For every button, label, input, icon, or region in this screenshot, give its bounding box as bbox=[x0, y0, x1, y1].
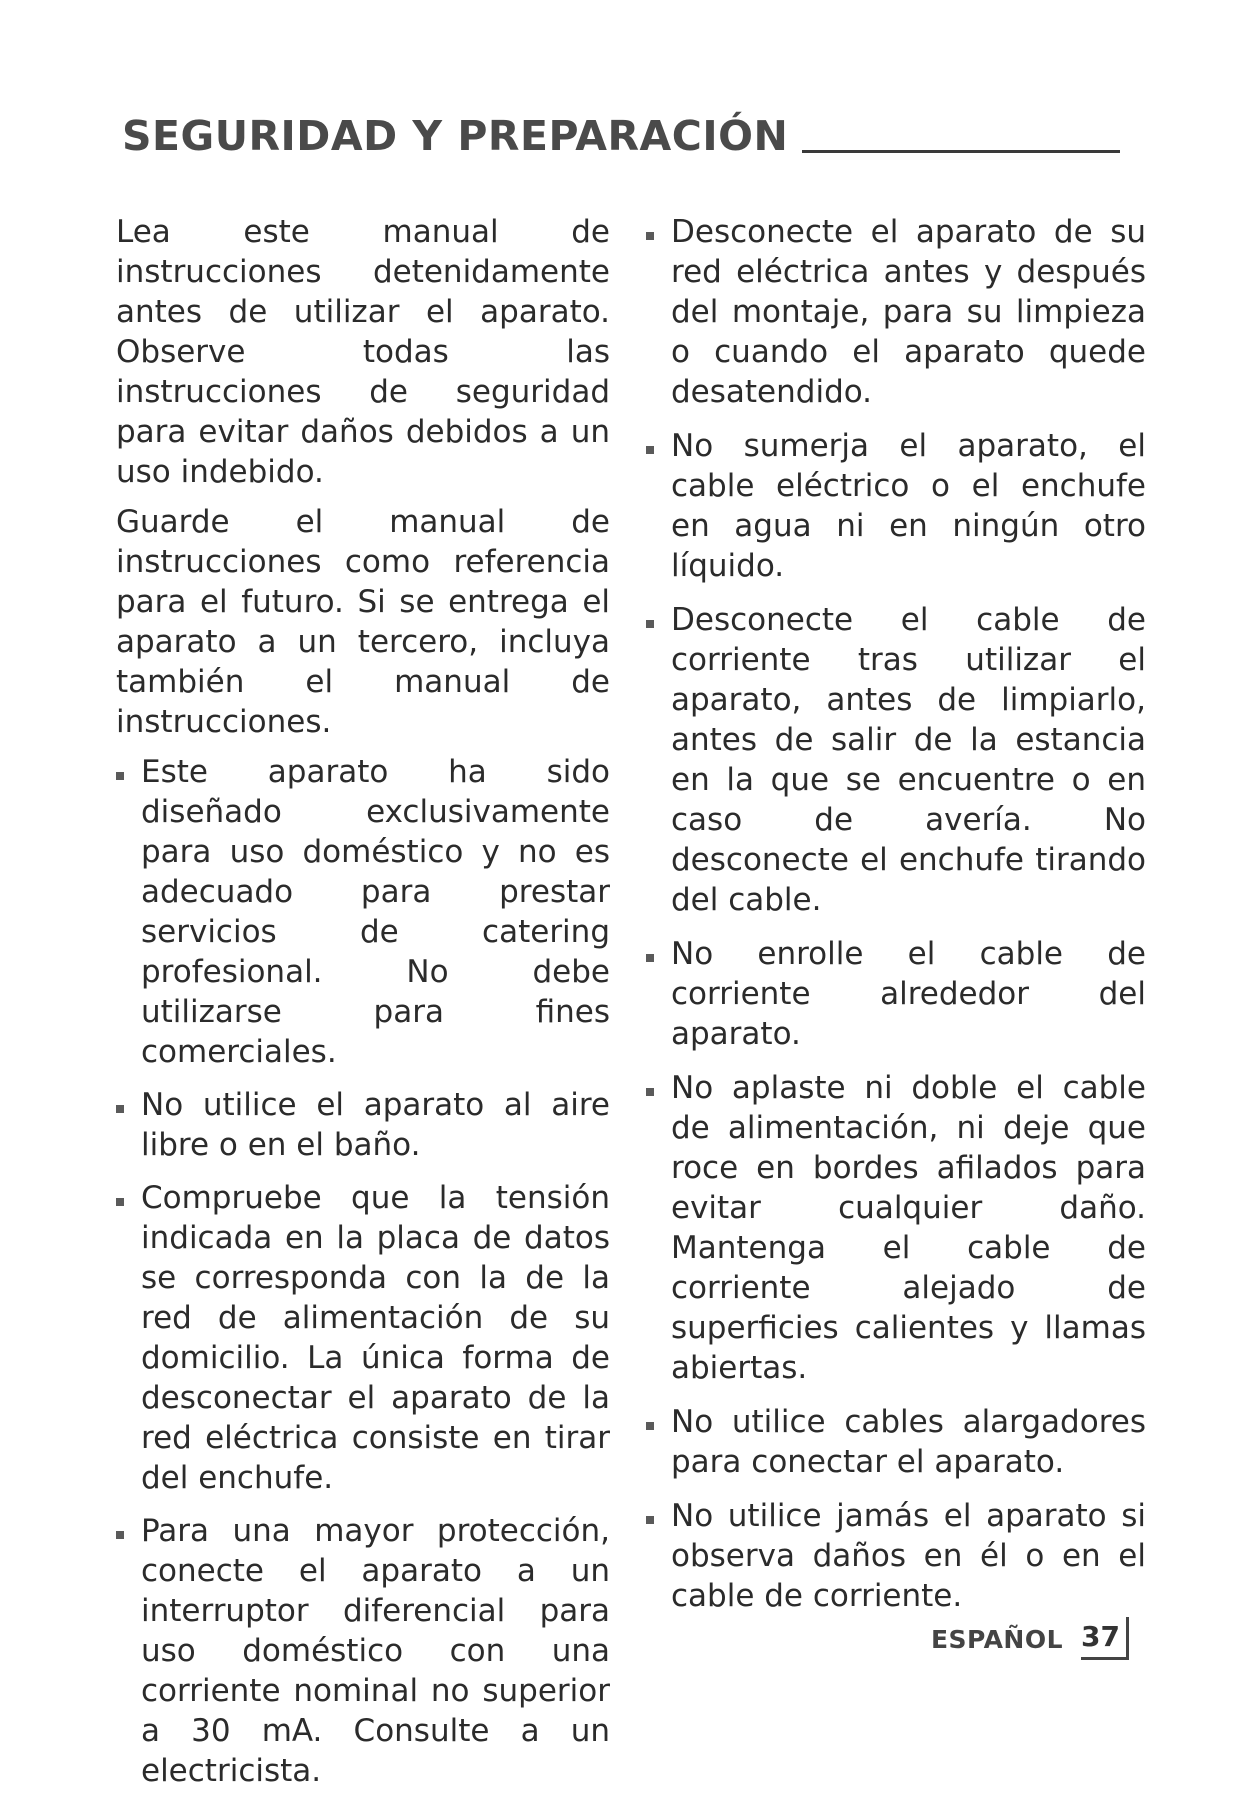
bullet-square-icon bbox=[116, 1198, 124, 1206]
list-item-text: No utilice cables alargadores para conectar el aparato. bbox=[671, 1404, 1146, 1480]
bullet-square-icon bbox=[646, 620, 654, 628]
bullet-square-icon bbox=[646, 1516, 654, 1524]
list-item bbox=[116, 1511, 610, 1791]
footer-language: ESPAÑOL bbox=[930, 1625, 1064, 1654]
list-item bbox=[646, 426, 1146, 586]
list-item-text: No sumerja el aparato, el cable eléctrico o el enchufe en agua ni en ningún otro líquido. bbox=[671, 428, 1146, 584]
list-item-text: No aplaste ni doble el cable de alimentación, ni deje que roce en bordes afilados para evitar cualquier daño. Mantenga el cable de corriente alejado de superficies calientes y llamas abiertas. bbox=[671, 1070, 1146, 1386]
bullet-square-icon bbox=[116, 1105, 124, 1113]
list-item-text: No utilice jamás el aparato si observa daños en él o en el cable de corriente. bbox=[671, 1498, 1146, 1614]
list-item bbox=[646, 1402, 1146, 1482]
list-item-text: Compruebe que la tensión indicada en la placa de datos se corresponda con la de la red de alimentación de su domicilio. La única forma de desconectar el aparato de la red eléctrica consiste en tirar del enchufe. bbox=[141, 1180, 610, 1496]
list-item-text: Desconecte el cable de corriente tras utilizar el aparato, antes de limpiarlo, antes de salir de la estancia en la que se encuentre o en caso de avería. No desconecte el enchufe tirando del cable. bbox=[671, 602, 1146, 918]
list-item bbox=[646, 212, 1146, 412]
list-item bbox=[116, 1085, 610, 1165]
bullet-square-icon bbox=[646, 954, 654, 962]
list-item bbox=[116, 1178, 610, 1498]
list-item bbox=[646, 1496, 1146, 1616]
list-item-text: No utilice el aparato al aire libre o en el baño. bbox=[141, 1087, 610, 1163]
list-item-text: No enrolle el cable de corriente alrededor del aparato. bbox=[671, 936, 1146, 1052]
list-item-text: Este aparato ha sido diseñado exclusivamente para uso doméstico y no es adecuado para prestar servicios de catering profesional. No debe utilizarse para fines comerciales. bbox=[141, 754, 610, 1070]
list-item-text: Desconecte el aparato de su red eléctrica antes y después del montaje, para su limpieza o cuando el aparato quede desatendido. bbox=[671, 214, 1146, 410]
intro-paragraph: Guarde el manual de instrucciones como referencia para el futuro. Si se entrega el aparato a un tercero, incluya también el manual de instrucciones. bbox=[116, 504, 610, 740]
title-underline bbox=[802, 150, 1120, 153]
left-column bbox=[116, 212, 610, 1804]
page-number: 37 bbox=[1081, 1617, 1129, 1660]
list-item bbox=[116, 752, 610, 1072]
bullet-square-icon bbox=[116, 1531, 124, 1539]
bullet-square-icon bbox=[646, 232, 654, 240]
list-item bbox=[646, 1068, 1146, 1388]
list-item bbox=[646, 934, 1146, 1054]
bullet-square-icon bbox=[646, 1088, 654, 1096]
list-item-text: Para una mayor protección, conecte el aparato a un interruptor diferencial para uso doméstico con una corriente nominal no superior a 30 mA. Consulte a un electricista. bbox=[141, 1513, 610, 1789]
section-header bbox=[122, 112, 1120, 160]
intro-paragraph: Lea este manual de instrucciones detenidamente antes de utilizar el aparato. Observe todas las instrucciones de seguridad para evitar daños debidos a un uso indebido. bbox=[116, 214, 610, 490]
bullet-square-icon bbox=[646, 1422, 654, 1430]
bullet-square-icon bbox=[116, 772, 124, 780]
page-footer bbox=[931, 1617, 1129, 1660]
list-item bbox=[646, 600, 1146, 920]
page-title: SEGURIDAD Y PREPARACIÓN bbox=[122, 112, 789, 160]
right-column bbox=[646, 212, 1146, 1630]
bullet-square-icon bbox=[646, 446, 654, 454]
